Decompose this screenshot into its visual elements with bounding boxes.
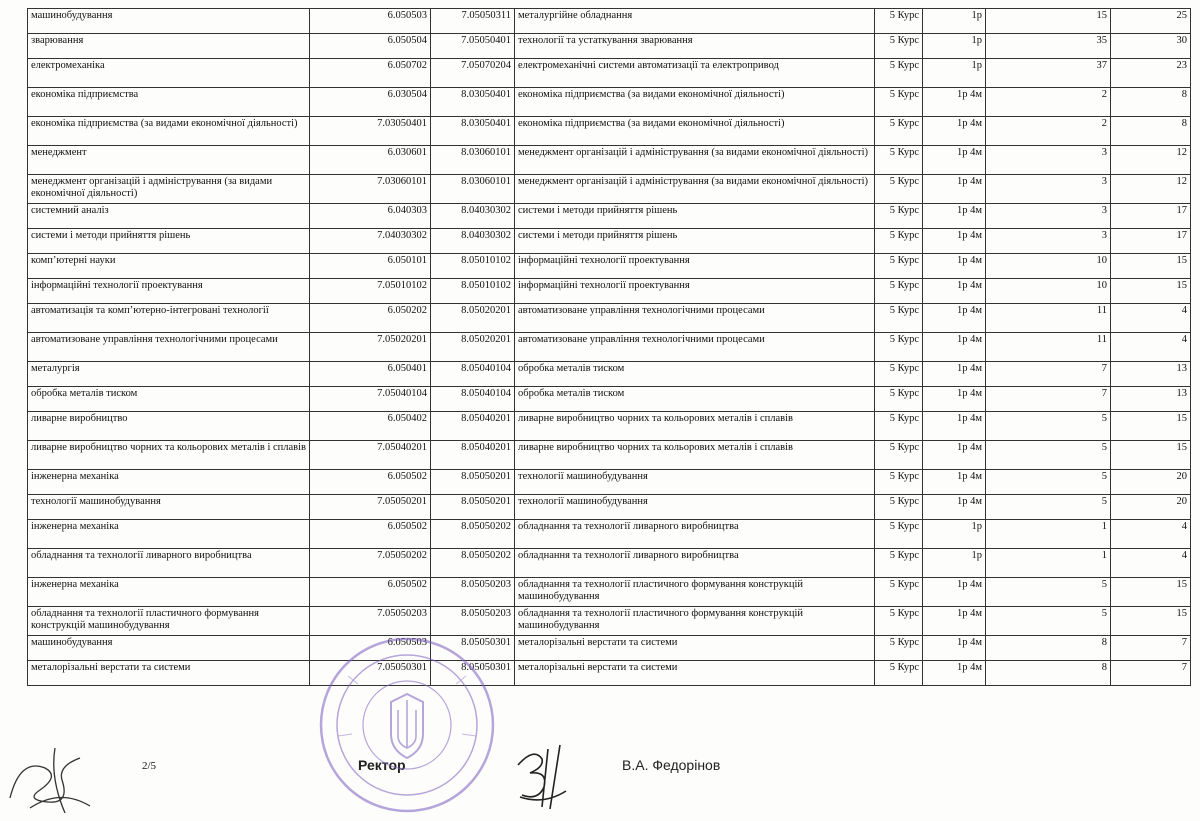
program-code-cell: 8.03060101 bbox=[431, 175, 515, 204]
course-cell: 5 Курс bbox=[875, 578, 923, 607]
table-row bbox=[28, 470, 1191, 495]
specialty-name-cell: ливарне виробництво чорних та кольорових металів і сплавів bbox=[28, 441, 310, 470]
program-name-cell: ливарне виробництво чорних та кольорових металів і сплавів bbox=[515, 441, 875, 470]
value-b-cell: 20 bbox=[1111, 470, 1191, 495]
program-name-cell: системи і методи прийняття рішень bbox=[515, 229, 875, 254]
table-row bbox=[28, 117, 1191, 146]
program-code-cell: 7.05070204 bbox=[431, 59, 515, 88]
table-row bbox=[28, 229, 1191, 254]
program-code-cell: 8.05050202 bbox=[431, 520, 515, 549]
duration-cell: 1р 4м bbox=[923, 117, 986, 146]
program-code-cell: 8.03060101 bbox=[431, 146, 515, 175]
program-code-cell: 8.05050301 bbox=[431, 636, 515, 661]
value-b-cell: 25 bbox=[1111, 9, 1191, 34]
specialty-code-cell: 7.05020201 bbox=[310, 333, 431, 362]
program-name-cell: ливарне виробництво чорних та кольорових металів і сплавів bbox=[515, 412, 875, 441]
program-code-cell: 7.05050311 bbox=[431, 9, 515, 34]
program-name-cell: технології машинобудування bbox=[515, 470, 875, 495]
table-row bbox=[28, 607, 1191, 636]
specialty-name-cell: обладнання та технології ливарного виробництва bbox=[28, 549, 310, 578]
course-cell: 5 Курс bbox=[875, 59, 923, 88]
value-b-cell: 8 bbox=[1111, 88, 1191, 117]
value-a-cell: 8 bbox=[986, 636, 1111, 661]
value-b-cell: 7 bbox=[1111, 636, 1191, 661]
program-code-cell: 8.05010102 bbox=[431, 279, 515, 304]
course-cell: 5 Курс bbox=[875, 88, 923, 117]
program-name-cell: обробка металів тиском bbox=[515, 387, 875, 412]
table-row bbox=[28, 362, 1191, 387]
program-name-cell: обладнання та технології ливарного виробництва bbox=[515, 549, 875, 578]
program-code-cell: 8.05040201 bbox=[431, 441, 515, 470]
table-row bbox=[28, 412, 1191, 441]
duration-cell: 1р 4м bbox=[923, 146, 986, 175]
value-a-cell: 11 bbox=[986, 304, 1111, 333]
program-code-cell: 8.04030302 bbox=[431, 204, 515, 229]
table-row bbox=[28, 9, 1191, 34]
value-b-cell: 13 bbox=[1111, 362, 1191, 387]
program-code-cell: 8.05020201 bbox=[431, 304, 515, 333]
table-row bbox=[28, 495, 1191, 520]
value-b-cell: 15 bbox=[1111, 607, 1191, 636]
value-a-cell: 37 bbox=[986, 59, 1111, 88]
table-row bbox=[28, 254, 1191, 279]
specialty-name-cell: інженерна механіка bbox=[28, 470, 310, 495]
value-a-cell: 7 bbox=[986, 387, 1111, 412]
value-a-cell: 10 bbox=[986, 254, 1111, 279]
specialty-name-cell: машинобудування bbox=[28, 9, 310, 34]
course-cell: 5 Курс bbox=[875, 9, 923, 34]
value-b-cell: 17 bbox=[1111, 229, 1191, 254]
duration-cell: 1р bbox=[923, 9, 986, 34]
program-name-cell: системи і методи прийняття рішень bbox=[515, 204, 875, 229]
specialty-name-cell: економіка підприємства (за видами економічної діяльності) bbox=[28, 117, 310, 146]
program-name-cell: металургійне обладнання bbox=[515, 9, 875, 34]
table-body bbox=[28, 9, 1191, 686]
course-cell: 5 Курс bbox=[875, 333, 923, 362]
value-b-cell: 12 bbox=[1111, 146, 1191, 175]
specialty-name-cell: системний аналіз bbox=[28, 204, 310, 229]
duration-cell: 1р bbox=[923, 549, 986, 578]
specialty-name-cell: металорізальні верстати та системи bbox=[28, 661, 310, 686]
specialty-code-cell: 6.050402 bbox=[310, 412, 431, 441]
program-table bbox=[27, 8, 1191, 686]
table-row bbox=[28, 333, 1191, 362]
table-row bbox=[28, 578, 1191, 607]
program-table-container bbox=[27, 8, 1190, 686]
program-code-cell: 8.05050201 bbox=[431, 495, 515, 520]
program-name-cell: автоматизоване управління технологічними процесами bbox=[515, 304, 875, 333]
value-b-cell: 15 bbox=[1111, 279, 1191, 304]
program-name-cell: технології машинобудування bbox=[515, 495, 875, 520]
page-number: 2/5 bbox=[142, 760, 157, 772]
value-a-cell: 1 bbox=[986, 549, 1111, 578]
duration-cell: 1р bbox=[923, 520, 986, 549]
program-name-cell: обладнання та технології пластичного формування конструкцій машинобудування bbox=[515, 578, 875, 607]
duration-cell: 1р 4м bbox=[923, 607, 986, 636]
duration-cell: 1р 4м bbox=[923, 304, 986, 333]
value-a-cell: 5 bbox=[986, 495, 1111, 520]
program-code-cell: 8.05040104 bbox=[431, 387, 515, 412]
duration-cell: 1р 4м bbox=[923, 578, 986, 607]
program-name-cell: металорізальні верстати та системи bbox=[515, 661, 875, 686]
specialty-code-cell: 7.05050203 bbox=[310, 607, 431, 636]
program-code-cell: 8.03050401 bbox=[431, 117, 515, 146]
duration-cell: 1р 4м bbox=[923, 88, 986, 117]
value-a-cell: 2 bbox=[986, 88, 1111, 117]
duration-cell: 1р 4м bbox=[923, 636, 986, 661]
course-cell: 5 Курс bbox=[875, 304, 923, 333]
program-name-cell: інформаційні технології проектування bbox=[515, 279, 875, 304]
duration-cell: 1р 4м bbox=[923, 412, 986, 441]
specialty-name-cell: автоматизація та комп’ютерно-інтегровані технології bbox=[28, 304, 310, 333]
duration-cell: 1р bbox=[923, 34, 986, 59]
specialty-code-cell: 6.050502 bbox=[310, 520, 431, 549]
value-b-cell: 15 bbox=[1111, 578, 1191, 607]
specialty-code-cell: 7.03060101 bbox=[310, 175, 431, 204]
value-b-cell: 4 bbox=[1111, 304, 1191, 333]
value-a-cell: 3 bbox=[986, 204, 1111, 229]
program-code-cell: 8.04030302 bbox=[431, 229, 515, 254]
specialty-code-cell: 7.05050201 bbox=[310, 495, 431, 520]
course-cell: 5 Курс bbox=[875, 470, 923, 495]
specialty-name-cell: електромеханіка bbox=[28, 59, 310, 88]
signatory-title: Ректор bbox=[358, 757, 406, 773]
specialty-name-cell: економіка підприємства bbox=[28, 88, 310, 117]
course-cell: 5 Курс bbox=[875, 441, 923, 470]
program-code-cell: 8.05040104 bbox=[431, 362, 515, 387]
course-cell: 5 Курс bbox=[875, 204, 923, 229]
course-cell: 5 Курс bbox=[875, 34, 923, 59]
specialty-name-cell: менеджмент організацій і адміністрування (за видами економічної діяльності) bbox=[28, 175, 310, 204]
table-row bbox=[28, 34, 1191, 59]
table-row bbox=[28, 387, 1191, 412]
specialty-code-cell: 6.050502 bbox=[310, 578, 431, 607]
program-name-cell: менеджмент організацій і адміністрування (за видами економічної діяльності) bbox=[515, 175, 875, 204]
specialty-name-cell: автоматизоване управління технологічними процесами bbox=[28, 333, 310, 362]
program-name-cell: металорізальні верстати та системи bbox=[515, 636, 875, 661]
course-cell: 5 Курс bbox=[875, 412, 923, 441]
course-cell: 5 Курс bbox=[875, 661, 923, 686]
duration-cell: 1р 4м bbox=[923, 279, 986, 304]
specialty-code-cell: 6.050401 bbox=[310, 362, 431, 387]
duration-cell: 1р 4м bbox=[923, 175, 986, 204]
value-b-cell: 7 bbox=[1111, 661, 1191, 686]
value-a-cell: 11 bbox=[986, 333, 1111, 362]
specialty-code-cell: 6.050504 bbox=[310, 34, 431, 59]
table-row bbox=[28, 204, 1191, 229]
value-a-cell: 5 bbox=[986, 412, 1111, 441]
table-row bbox=[28, 88, 1191, 117]
table-row bbox=[28, 520, 1191, 549]
specialty-name-cell: обладнання та технології пластичного формування конструкцій машинобудування bbox=[28, 607, 310, 636]
specialty-name-cell: інформаційні технології проектування bbox=[28, 279, 310, 304]
value-b-cell: 15 bbox=[1111, 412, 1191, 441]
value-a-cell: 3 bbox=[986, 146, 1111, 175]
specialty-code-cell: 7.04030302 bbox=[310, 229, 431, 254]
value-b-cell: 15 bbox=[1111, 254, 1191, 279]
course-cell: 5 Курс bbox=[875, 117, 923, 146]
program-name-cell: економіка підприємства (за видами економічної діяльності) bbox=[515, 88, 875, 117]
program-code-cell: 8.05050202 bbox=[431, 549, 515, 578]
specialty-name-cell: комп’ютерні науки bbox=[28, 254, 310, 279]
specialty-name-cell: інженерна механіка bbox=[28, 520, 310, 549]
course-cell: 5 Курс bbox=[875, 254, 923, 279]
value-a-cell: 2 bbox=[986, 117, 1111, 146]
program-name-cell: економіка підприємства (за видами економічної діяльності) bbox=[515, 117, 875, 146]
specialty-code-cell: 6.030504 bbox=[310, 88, 431, 117]
value-a-cell: 7 bbox=[986, 362, 1111, 387]
duration-cell: 1р 4м bbox=[923, 362, 986, 387]
program-code-cell: 8.03050401 bbox=[431, 88, 515, 117]
specialty-code-cell: 6.050702 bbox=[310, 59, 431, 88]
specialty-code-cell: 6.050503 bbox=[310, 9, 431, 34]
duration-cell: 1р 4м bbox=[923, 441, 986, 470]
program-code-cell: 7.05050401 bbox=[431, 34, 515, 59]
value-a-cell: 3 bbox=[986, 175, 1111, 204]
value-a-cell: 1 bbox=[986, 520, 1111, 549]
duration-cell: 1р bbox=[923, 59, 986, 88]
specialty-code-cell: 6.050202 bbox=[310, 304, 431, 333]
value-a-cell: 5 bbox=[986, 607, 1111, 636]
value-b-cell: 4 bbox=[1111, 549, 1191, 578]
specialty-code-cell: 6.040303 bbox=[310, 204, 431, 229]
program-name-cell: обладнання та технології пластичного формування конструкцій машинобудування bbox=[515, 607, 875, 636]
duration-cell: 1р 4м bbox=[923, 254, 986, 279]
course-cell: 5 Курс bbox=[875, 279, 923, 304]
value-b-cell: 4 bbox=[1111, 333, 1191, 362]
specialty-name-cell: зварювання bbox=[28, 34, 310, 59]
specialty-name-cell: технології машинобудування bbox=[28, 495, 310, 520]
program-code-cell: 8.05050301 bbox=[431, 661, 515, 686]
program-name-cell: менеджмент організацій і адміністрування (за видами економічної діяльності) bbox=[515, 146, 875, 175]
specialty-name-cell: менеджмент bbox=[28, 146, 310, 175]
course-cell: 5 Курс bbox=[875, 362, 923, 387]
course-cell: 5 Курс bbox=[875, 387, 923, 412]
specialty-code-cell: 6.030601 bbox=[310, 146, 431, 175]
value-b-cell: 12 bbox=[1111, 175, 1191, 204]
course-cell: 5 Курс bbox=[875, 146, 923, 175]
duration-cell: 1р 4м bbox=[923, 229, 986, 254]
course-cell: 5 Курс bbox=[875, 229, 923, 254]
duration-cell: 1р 4м bbox=[923, 387, 986, 412]
specialty-name-cell: ливарне виробництво bbox=[28, 412, 310, 441]
value-b-cell: 17 bbox=[1111, 204, 1191, 229]
specialty-code-cell: 6.050101 bbox=[310, 254, 431, 279]
duration-cell: 1р 4м bbox=[923, 470, 986, 495]
value-b-cell: 8 bbox=[1111, 117, 1191, 146]
handwritten-signature-rector bbox=[504, 735, 584, 815]
course-cell: 5 Курс bbox=[875, 607, 923, 636]
program-code-cell: 8.05040201 bbox=[431, 412, 515, 441]
course-cell: 5 Курс bbox=[875, 175, 923, 204]
table-row bbox=[28, 304, 1191, 333]
duration-cell: 1р 4м bbox=[923, 333, 986, 362]
program-name-cell: електромеханічні системи автоматизації та електропривод bbox=[515, 59, 875, 88]
specialty-name-cell: обробка металів тиском bbox=[28, 387, 310, 412]
table-row bbox=[28, 146, 1191, 175]
specialty-code-cell: 7.03050401 bbox=[310, 117, 431, 146]
specialty-name-cell: системи і методи прийняття рішень bbox=[28, 229, 310, 254]
course-cell: 5 Курс bbox=[875, 636, 923, 661]
program-code-cell: 8.05050203 bbox=[431, 578, 515, 607]
program-name-cell: інформаційні технології проектування bbox=[515, 254, 875, 279]
course-cell: 5 Курс bbox=[875, 495, 923, 520]
value-a-cell: 8 bbox=[986, 661, 1111, 686]
duration-cell: 1р 4м bbox=[923, 661, 986, 686]
value-b-cell: 13 bbox=[1111, 387, 1191, 412]
table-row bbox=[28, 636, 1191, 661]
specialty-code-cell: 7.05040201 bbox=[310, 441, 431, 470]
value-a-cell: 5 bbox=[986, 470, 1111, 495]
table-row bbox=[28, 59, 1191, 88]
signatory-name: В.А. Федорінов bbox=[622, 757, 721, 773]
program-name-cell: технології та устаткування зварювання bbox=[515, 34, 875, 59]
program-code-cell: 8.05010102 bbox=[431, 254, 515, 279]
specialty-name-cell: металургія bbox=[28, 362, 310, 387]
value-b-cell: 4 bbox=[1111, 520, 1191, 549]
specialty-code-cell: 7.05050202 bbox=[310, 549, 431, 578]
value-a-cell: 15 bbox=[986, 9, 1111, 34]
program-code-cell: 8.05050203 bbox=[431, 607, 515, 636]
table-row bbox=[28, 441, 1191, 470]
specialty-code-cell: 7.05010102 bbox=[310, 279, 431, 304]
table-row bbox=[28, 175, 1191, 204]
course-cell: 5 Курс bbox=[875, 520, 923, 549]
value-b-cell: 15 bbox=[1111, 441, 1191, 470]
handwritten-signature-left bbox=[0, 728, 130, 818]
program-code-cell: 8.05020201 bbox=[431, 333, 515, 362]
program-name-cell: автоматизоване управління технологічними процесами bbox=[515, 333, 875, 362]
duration-cell: 1р 4м bbox=[923, 204, 986, 229]
specialty-code-cell: 6.050503 bbox=[310, 636, 431, 661]
table-row bbox=[28, 279, 1191, 304]
program-code-cell: 8.05050201 bbox=[431, 470, 515, 495]
duration-cell: 1р 4м bbox=[923, 495, 986, 520]
value-b-cell: 23 bbox=[1111, 59, 1191, 88]
value-a-cell: 5 bbox=[986, 578, 1111, 607]
specialty-name-cell: інженерна механіка bbox=[28, 578, 310, 607]
official-seal-stamp bbox=[318, 636, 496, 814]
table-row bbox=[28, 549, 1191, 578]
program-name-cell: обладнання та технології ливарного виробництва bbox=[515, 520, 875, 549]
value-a-cell: 5 bbox=[986, 441, 1111, 470]
program-name-cell: обробка металів тиском bbox=[515, 362, 875, 387]
value-b-cell: 20 bbox=[1111, 495, 1191, 520]
course-cell: 5 Курс bbox=[875, 549, 923, 578]
specialty-code-cell: 6.050502 bbox=[310, 470, 431, 495]
value-a-cell: 35 bbox=[986, 34, 1111, 59]
table-row bbox=[28, 661, 1191, 686]
specialty-code-cell: 7.05050301 bbox=[310, 661, 431, 686]
value-a-cell: 10 bbox=[986, 279, 1111, 304]
specialty-code-cell: 7.05040104 bbox=[310, 387, 431, 412]
specialty-name-cell: машинобудування bbox=[28, 636, 310, 661]
value-a-cell: 3 bbox=[986, 229, 1111, 254]
value-b-cell: 30 bbox=[1111, 34, 1191, 59]
